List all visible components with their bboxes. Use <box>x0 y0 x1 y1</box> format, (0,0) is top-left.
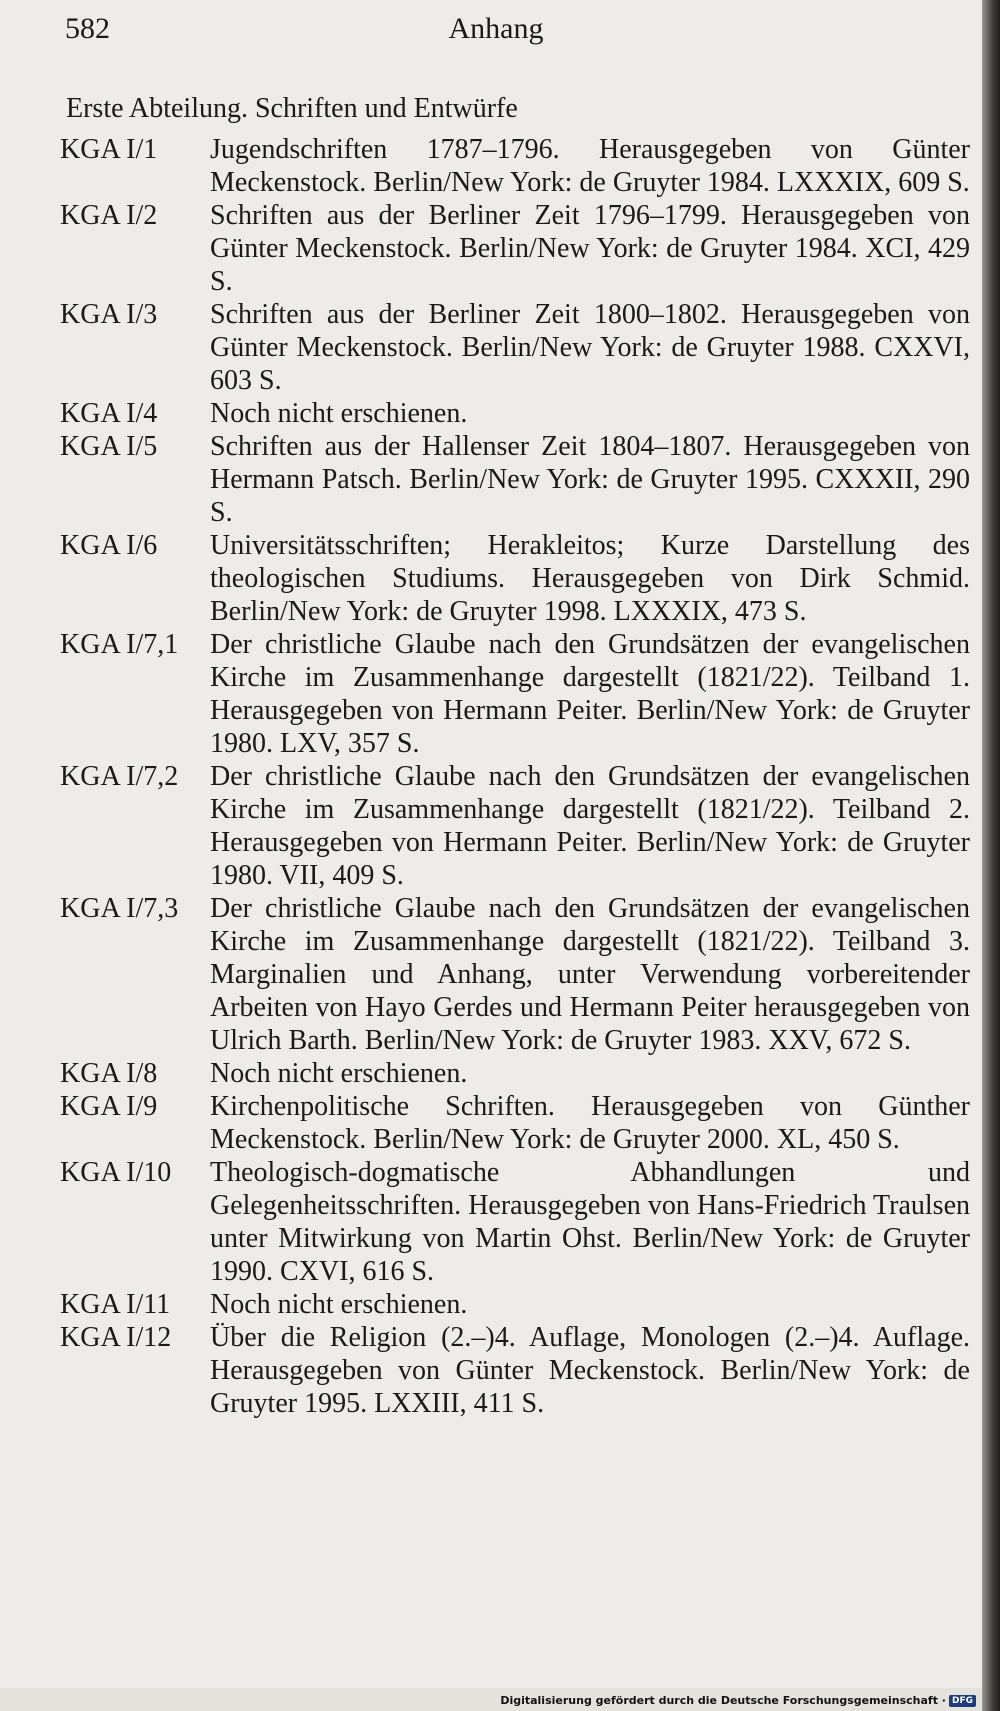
entry-description: Über die Religion (2.–)4. Auflage, Monologen (2.–)4. Auflage. Herausgegeben von Günter Meckenstock. Berlin/New York: de Gruyter 1995. LXXIII, 411 S. <box>210 1322 970 1419</box>
section-heading: Erste Abteilung. Schriften und Entwürfe <box>66 93 518 124</box>
dfg-logo: DFG <box>949 1695 976 1707</box>
entry-description: Schriften aus der Berliner Zeit 1796–1799. Herausgegeben von Günter Meckenstock. Berlin/New York: de Gruyter 1984. XCI, 429 S. <box>210 200 970 297</box>
entry-sigle: KGA I/9 <box>60 1091 158 1122</box>
entry-sigle: KGA I/7,1 <box>60 629 179 660</box>
credit-text: Digitalisierung gefördert durch die Deutsche Forschungsgemeinschaft · <box>500 1694 946 1707</box>
bibliography-entry <box>60 628 982 760</box>
bibliography-entry <box>60 529 982 628</box>
bibliography-entry <box>60 397 982 430</box>
bibliography-entry <box>60 430 982 529</box>
entry-description: Kirchenpolitische Schriften. Herausgegeben von Günther Meckenstock. Berlin/New York: de Gruyter 2000. XL, 450 S. <box>210 1091 970 1155</box>
entry-description: Theologisch-dogmatische Abhandlungen und Gelegenheitsschriften. Herausgegeben von Hans-Friedrich Traulsen unter Mitwirkung von Martin Ohst. Berlin/New York: de Gruyter 1990. CXVI, 616 S. <box>210 1157 970 1287</box>
entry-description: Schriften aus der Berliner Zeit 1800–1802. Herausgegeben von Günter Meckenstock. Berlin/New York: de Gruyter 1988. CXXVI, 603 S. <box>210 299 970 396</box>
digitization-credit <box>500 1694 976 1707</box>
entry-description: Schriften aus der Hallenser Zeit 1804–1807. Herausgegeben von Hermann Patsch. Berlin/New York: de Gruyter 1995. CXXXII, 290 S. <box>210 431 970 528</box>
running-head <box>65 12 927 56</box>
bibliography-entry <box>60 133 982 199</box>
bibliography-entry <box>60 1090 982 1156</box>
entry-sigle: KGA I/1 <box>60 134 158 165</box>
bibliography-entry <box>60 1156 982 1288</box>
entry-description: Noch nicht erschienen. <box>210 1289 468 1320</box>
bibliography-list <box>60 133 982 1420</box>
entry-description: Universitätsschriften; Herakleitos; Kurze Darstellung des theologischen Studiums. Herausgegeben von Dirk Schmid. Berlin/New York: de Gruyter 1998. LXXXIX, 473 S. <box>210 530 970 627</box>
entry-description: Der christliche Glaube nach den Grundsätzen der evangelischen Kirche im Zusammenhange dargestellt (1821/22). Teilband 1. Herausgegeben von Hermann Peiter. Berlin/New York: de Gruyter 1980. LXV, 357 S. <box>210 629 970 759</box>
entry-sigle: KGA I/4 <box>60 398 158 429</box>
bibliography-entry <box>60 298 982 397</box>
entry-description: Noch nicht erschienen. <box>210 1058 468 1089</box>
entry-sigle: KGA I/12 <box>60 1322 172 1353</box>
entry-sigle: KGA I/3 <box>60 299 158 330</box>
entry-sigle: KGA I/6 <box>60 530 158 561</box>
entry-sigle: KGA I/2 <box>60 200 158 231</box>
bibliography-entry <box>60 892 982 1057</box>
entry-description: Der christliche Glaube nach den Grundsätzen der evangelischen Kirche im Zusammenhange dargestellt (1821/22). Teilband 3. Marginalien und Anhang, unter Verwendung vorbereitender Arbeiten von Hayo Gerdes und Hermann Peiter herausgegeben von Ulrich Barth. Berlin/New York: de Gruyter 1983. XXV, 672 S. <box>210 893 970 1056</box>
entry-sigle: KGA I/10 <box>60 1157 172 1188</box>
entry-sigle: KGA I/11 <box>60 1289 171 1320</box>
page-number: 582 <box>65 12 110 45</box>
bibliography-entry <box>60 1321 982 1420</box>
bibliography-entry <box>60 199 982 298</box>
running-head-title: Anhang <box>448 12 544 45</box>
entry-sigle: KGA I/7,3 <box>60 893 179 924</box>
entry-description: Jugendschriften 1787–1796. Herausgegeben von Günter Meckenstock. Berlin/New York: de Gruyter 1984. LXXXIX, 609 S. <box>210 134 970 198</box>
book-spine-shadow <box>982 0 1000 1711</box>
entry-sigle: KGA I/7,2 <box>60 761 179 792</box>
entry-sigle: KGA I/8 <box>60 1058 158 1089</box>
entry-description: Noch nicht erschienen. <box>210 398 468 429</box>
entry-sigle: KGA I/5 <box>60 431 158 462</box>
bibliography-entry <box>60 760 982 892</box>
entry-description: Der christliche Glaube nach den Grundsätzen der evangelischen Kirche im Zusammenhange dargestellt (1821/22). Teilband 2. Herausgegeben von Hermann Peiter. Berlin/New York: de Gruyter 1980. VII, 409 S. <box>210 761 970 891</box>
bibliography-entry <box>60 1288 982 1321</box>
bibliography-entry <box>60 1057 982 1090</box>
